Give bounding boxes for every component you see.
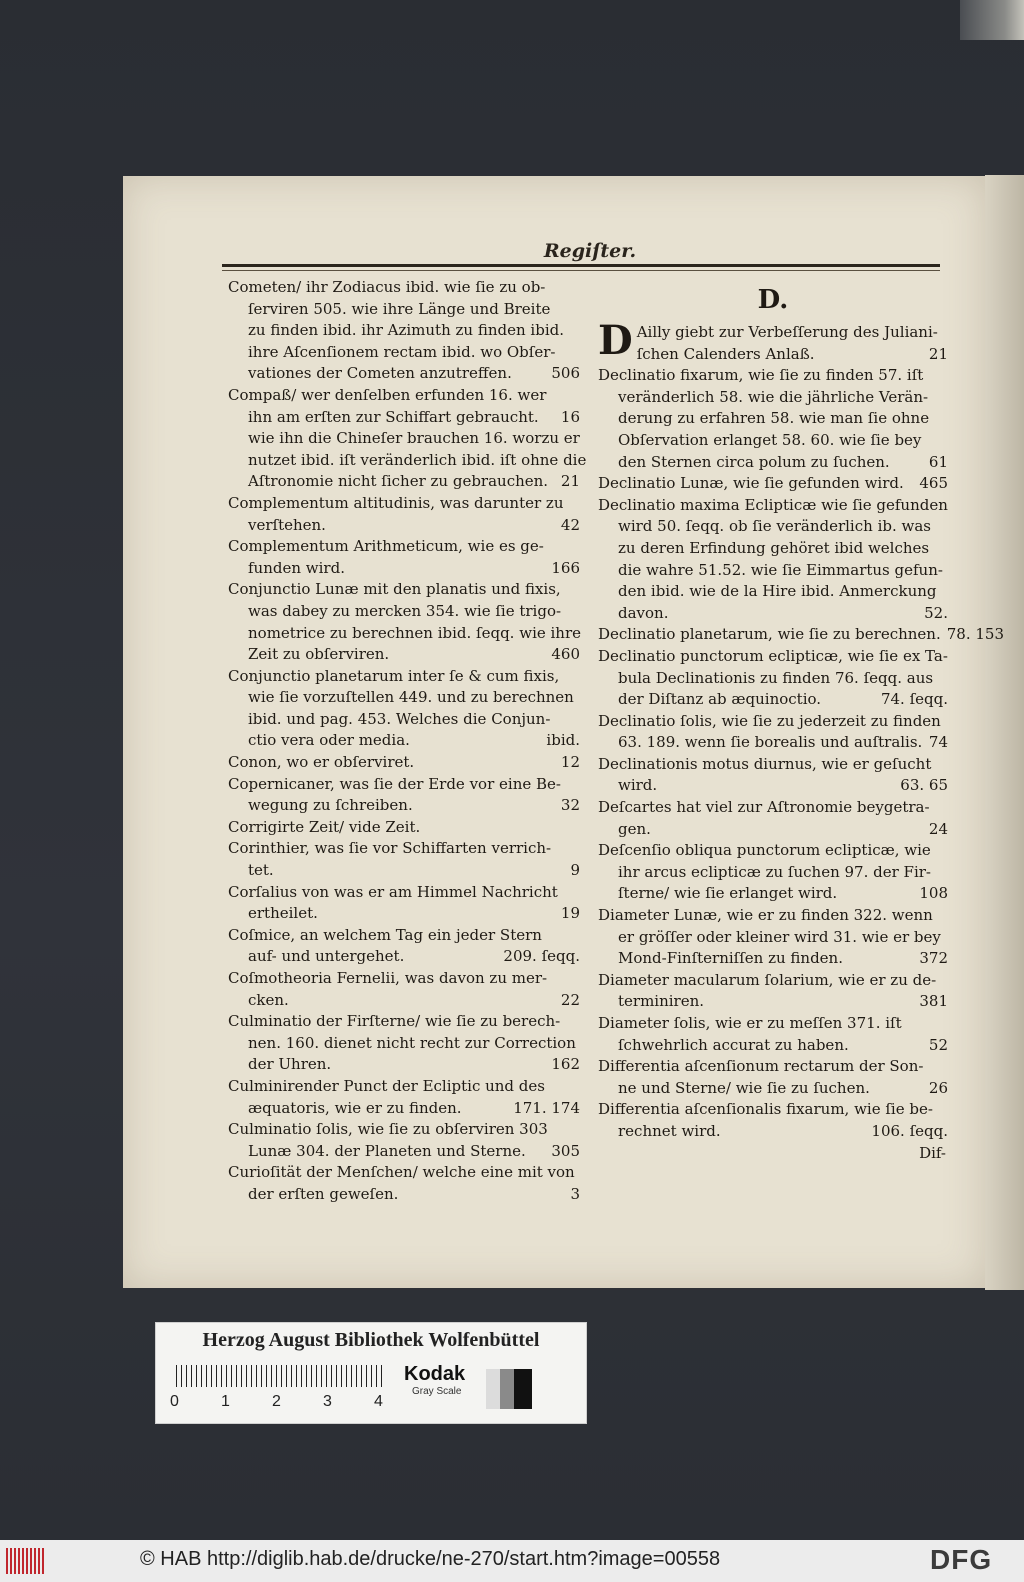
page-reference: 19 xyxy=(560,904,580,923)
index-entry xyxy=(228,277,580,385)
library-name: Herzog August Bibliothek Wolfenbüttel xyxy=(202,1329,540,1351)
entry-text: Corinthier, was ſie vor Schiffarten verrich- xyxy=(228,839,552,858)
index-entry xyxy=(598,365,948,473)
gray-patch-light xyxy=(486,1369,500,1409)
page-reference: 21 xyxy=(928,344,948,363)
page-reference: 24 xyxy=(928,819,948,838)
index-entry xyxy=(228,838,580,881)
entry-text: den ibid. wie de la Hire ibid. Anmerckung xyxy=(618,582,937,601)
entry-text: Corrigirte Zeit/ vide Zeit. xyxy=(228,817,421,836)
entry-text: ibid. und pag. 453. Welches die Conjun- xyxy=(248,709,551,728)
index-entry xyxy=(228,774,580,817)
entry-text: Cometen/ ihr Zodiacus ibid. wie ſie zu ob- xyxy=(228,278,546,296)
page-reference: 52. xyxy=(924,603,948,622)
entry-text: Obſervation erlanget 58. 60. wie ſie bey xyxy=(618,430,922,449)
index-entry xyxy=(228,536,580,579)
entry-text: Lunæ 304. der Planeten und Sterne. xyxy=(248,1141,526,1160)
entry-text: ſerviren 505. wie ihre Länge und Breite xyxy=(248,299,551,318)
page-reference: 21 xyxy=(560,472,580,491)
page-reference: 12 xyxy=(560,753,580,772)
entry-text: Deſcartes hat viel zur Aſtronomie beygetra- xyxy=(598,798,930,817)
page-reference: 305 xyxy=(551,1141,580,1160)
entry-text: verſtehen. xyxy=(248,515,326,534)
entry-text: Conjunctio Lunæ mit den planatis und fixis, xyxy=(228,580,561,599)
entry-text: ihn am erſten zur Schiffart gebraucht. xyxy=(248,407,539,426)
entry-text: æquatoris, wie er zu finden. xyxy=(248,1098,462,1117)
index-entry xyxy=(598,495,948,625)
page-reference: 460 xyxy=(551,645,580,664)
entry-text: Declinatio planetarum, wie ſie zu berechnen. xyxy=(598,625,941,644)
index-entry xyxy=(228,1011,580,1076)
index-entry xyxy=(598,1013,948,1056)
ruler-numbers xyxy=(170,1393,400,1413)
entry-text: Coſmice, an welchem Tag ein jeder Stern xyxy=(228,925,542,944)
entry-text: nen. 160. dienet nicht recht zur Correction xyxy=(248,1033,576,1052)
entry-text: Diameter Lunæ, wie er zu finden 322. wenn xyxy=(598,906,933,925)
entry-text: zu finden ibid. ihr Azimuth zu finden ibid. xyxy=(248,321,564,340)
index-entry xyxy=(228,1119,580,1162)
entry-text: veränderlich 58. wie die jährliche Verän- xyxy=(618,387,929,406)
entry-text: tet. xyxy=(248,861,274,880)
entry-text: Copernicaner, was ſie der Erde vor eine Be- xyxy=(228,774,561,793)
drop-cap: D xyxy=(598,317,633,364)
corner-tab xyxy=(960,0,1024,40)
page-reference: 74 xyxy=(928,733,948,752)
ruler-number: 2 xyxy=(272,1393,281,1410)
index-entry xyxy=(598,646,948,711)
entry-text: zu deren Erfindung gehöret ibid welches xyxy=(618,538,930,557)
page-reference: 162 xyxy=(551,1055,580,1074)
right-column xyxy=(598,282,1004,1163)
index-entry xyxy=(228,493,580,536)
page-reference: ibid. xyxy=(546,731,580,750)
entry-text: auf- und untergehet. xyxy=(248,947,405,966)
entry-text: Coſmotheoria Fernelii, was davon zu mer- xyxy=(228,969,548,987)
entry-text: cken. xyxy=(248,990,289,1009)
entry-text: Curioſität der Menſchen/ welche eine mit von xyxy=(228,1163,575,1182)
page-reference: 465 xyxy=(919,474,948,493)
entry-text: wegung zu ſchreiben. xyxy=(248,796,413,815)
entry-text: Differentia aſcenſionum rectarum der Son- xyxy=(598,1057,924,1076)
page-reference: 42 xyxy=(560,515,580,534)
entry-text: ertheilet. xyxy=(248,904,318,923)
header-rule xyxy=(222,264,940,267)
gray-patch-mid xyxy=(500,1369,514,1409)
next-page-edge xyxy=(985,175,1024,1290)
index-entry xyxy=(598,1099,948,1142)
index-entry xyxy=(598,840,948,905)
entry-text: wie ihn die Chineſer brauchen 16. worzu er xyxy=(248,429,580,448)
entry-text: wie ſie vorzuſtellen 449. und zu berechnen xyxy=(248,688,574,707)
entry-text: der erſten geweſen. xyxy=(248,1184,399,1203)
page-reference: 372 xyxy=(919,949,948,968)
entry-text: Complementum altitudinis, was darunter zu xyxy=(228,493,564,512)
page-reference: 506 xyxy=(551,364,580,383)
index-entry xyxy=(228,882,580,925)
entry-text: ſchwehrlich accurat zu haben. xyxy=(618,1035,849,1054)
entry-text: was dabey zu mercken 354. wie ſie trigo- xyxy=(248,601,562,620)
entry-text: Diameter ſolis, wie er zu meſſen 371. iſt xyxy=(598,1014,902,1032)
index-entry xyxy=(228,968,580,1011)
entry-text: Ailly giebt zur Verbeſſerung des Juliani- xyxy=(636,323,938,341)
page-reference: 108 xyxy=(919,884,948,903)
entry-text: ſchen Calenders Anlaß. xyxy=(636,344,815,363)
entry-text: Culminirender Punct der Ecliptic und des xyxy=(228,1076,545,1095)
ruler-scale xyxy=(176,1365,386,1387)
entry-text: nutzet ibid. iſt veränderlich ibid. iſt ohne die xyxy=(248,450,587,469)
entry-text: ne und Sterne/ wie ſie zu ſuchen. xyxy=(618,1078,870,1097)
page-reference: 3 xyxy=(570,1184,580,1203)
entry-text: er gröſſer oder kleiner wird 31. wie er bey xyxy=(618,927,941,946)
entry-text: 63. 189. wenn ſie borealis und auſtralis. xyxy=(618,733,923,752)
index-entry xyxy=(228,1076,580,1119)
entry-text: gen. xyxy=(618,819,651,838)
entry-text: Complementum Arithmeticum, wie es ge- xyxy=(228,537,544,556)
running-head: Regiſter. xyxy=(543,240,637,262)
section-letter: D. xyxy=(757,285,789,315)
page-reference: 166 xyxy=(551,558,580,577)
entry-text: Declinatio fixarum, wie ſie zu finden 57. iſt xyxy=(598,366,924,385)
entry-text: Diameter macularum ſolarium, wie er zu de- xyxy=(598,970,937,989)
entry-text: ihre Aſcenſionem rectam ibid. wo Obſer- xyxy=(248,342,556,361)
index-entry xyxy=(598,473,948,495)
barcode-icon xyxy=(6,1548,46,1574)
entry-text: Declinatio maxima Eclipticæ wie ſie gefunden xyxy=(598,495,948,514)
entry-text: Culminatio der Firſterne/ wie ſie zu berech- xyxy=(228,1012,561,1031)
entry-text: Declinatio punctorum eclipticæ, wie ſie ex Ta- xyxy=(598,646,948,665)
right-entries xyxy=(598,317,1004,1143)
entry-text: Zeit zu obſerviren. xyxy=(248,645,390,664)
index-entry xyxy=(228,752,580,774)
page-reference: 16 xyxy=(560,407,580,426)
catchword: Dif- xyxy=(919,1143,946,1162)
index-entry xyxy=(598,624,1004,646)
page-reference: 22 xyxy=(560,990,580,1009)
page-reference: 52 xyxy=(928,1035,948,1054)
entry-text: Declinatio ſolis, wie ſie zu jederzeit zu finden xyxy=(598,711,941,730)
entry-text: die wahre 51.52. wie ſie Eimmartus gefun- xyxy=(618,560,943,579)
ruler-number: 4 xyxy=(374,1393,383,1410)
gray-patch-dark xyxy=(514,1369,532,1409)
entry-text: Differentia aſcenſionalis fixarum, wie ſie be- xyxy=(598,1100,933,1119)
entry-text: davon. xyxy=(618,603,669,622)
entry-text: Corſalius von was er am Himmel Nachricht xyxy=(228,882,558,901)
page-reference: 209. ſeqq. xyxy=(503,947,580,966)
entry-text: der Diſtanz ab æquinoctio. xyxy=(618,690,822,709)
ruler-number: 1 xyxy=(221,1393,230,1410)
entry-text: Declinationis motus diurnus, wie er geſucht xyxy=(598,754,932,773)
index-entry xyxy=(228,385,587,493)
copyright-link[interactable]: © HAB http://diglib.hab.de/drucke/ne-270/start.htm?image=00558 xyxy=(140,1548,721,1570)
page-reference: 171. 174 xyxy=(513,1098,580,1117)
index-entry xyxy=(598,754,948,797)
index-entry xyxy=(228,925,580,968)
index-entry xyxy=(598,970,948,1013)
page-reference: 61 xyxy=(928,452,948,471)
left-column xyxy=(228,277,587,1206)
entry-text: wird. xyxy=(618,776,658,795)
entry-text: bula Declinationis zu finden 76. ſeqq. aus xyxy=(618,668,934,687)
index-entry xyxy=(228,817,580,839)
entry-text: ſterne/ wie ſie erlanget wird. xyxy=(618,884,838,903)
index-entry xyxy=(598,711,948,754)
index-entry xyxy=(598,797,948,840)
index-entry xyxy=(228,666,580,752)
entry-text: ctio vera oder media. xyxy=(248,731,410,750)
entry-text: der Uhren. xyxy=(248,1055,332,1074)
entry-text: Compaß/ wer denſelben erfunden 16. wer xyxy=(228,385,547,404)
ruler-number: 0 xyxy=(170,1393,179,1410)
page-reference: 63. 65 xyxy=(900,776,948,795)
entry-text: ihr arcus eclipticæ zu ſuchen 97. der Fir- xyxy=(618,862,932,881)
index-entry xyxy=(598,317,948,365)
page-reference: 381 xyxy=(919,992,948,1011)
entry-text: Culminatio ſolis, wie ſie zu obſerviren 303 xyxy=(228,1120,548,1139)
index-entry xyxy=(598,905,948,970)
entry-text: terminiren. xyxy=(618,992,705,1011)
page-reference: 78. 153 xyxy=(946,625,1004,644)
entry-text: derung zu erfahren 58. wie man ſie ohne xyxy=(618,409,930,428)
header-rule-thin xyxy=(222,270,940,271)
entry-text: Mond-Finſterniſſen zu finden. xyxy=(618,949,843,968)
entry-text: Conjunctio planetarum inter ſe & cum fixis, xyxy=(228,666,560,685)
index-entry xyxy=(228,579,580,665)
entry-text: funden wird. xyxy=(248,558,345,577)
page-reference: 32 xyxy=(560,796,580,815)
kodak-brand: Kodak xyxy=(404,1363,466,1385)
entry-text: Deſcenſio obliqua punctorum eclipticæ, wie xyxy=(598,841,931,860)
entry-text: Conon, wo er obſerviret. xyxy=(228,753,415,772)
footer-bar xyxy=(0,1540,1024,1582)
entry-text: Aſtronomie nicht ſicher zu gebrauchen. xyxy=(248,472,549,491)
index-entry xyxy=(598,1056,948,1099)
page-reference: 106. ſeqq. xyxy=(871,1121,948,1140)
page-reference: 74. ſeqq. xyxy=(880,690,948,709)
entry-text: vationes der Cometen anzutreffen. xyxy=(248,364,512,383)
ruler-number: 3 xyxy=(323,1393,332,1410)
page-reference: 9 xyxy=(570,861,580,880)
entry-text: wird 50. ſeqq. ob ſie veränderlich ib. was xyxy=(618,517,931,536)
dfg-logo: DFG xyxy=(930,1544,993,1575)
index-entry xyxy=(228,1162,580,1205)
color-target-label xyxy=(155,1322,587,1424)
kodak-subtitle: Gray Scale xyxy=(412,1386,462,1397)
entry-text: den Sternen circa polum zu ſuchen. xyxy=(618,452,890,471)
page-reference: 26 xyxy=(928,1078,948,1097)
entry-text: Declinatio Lunæ, wie ſie gefunden wird. xyxy=(598,474,904,493)
entry-text: nometrice zu berechnen ibid. ſeqq. wie ihre xyxy=(248,623,582,642)
entry-text: rechnet wird. xyxy=(618,1121,721,1140)
